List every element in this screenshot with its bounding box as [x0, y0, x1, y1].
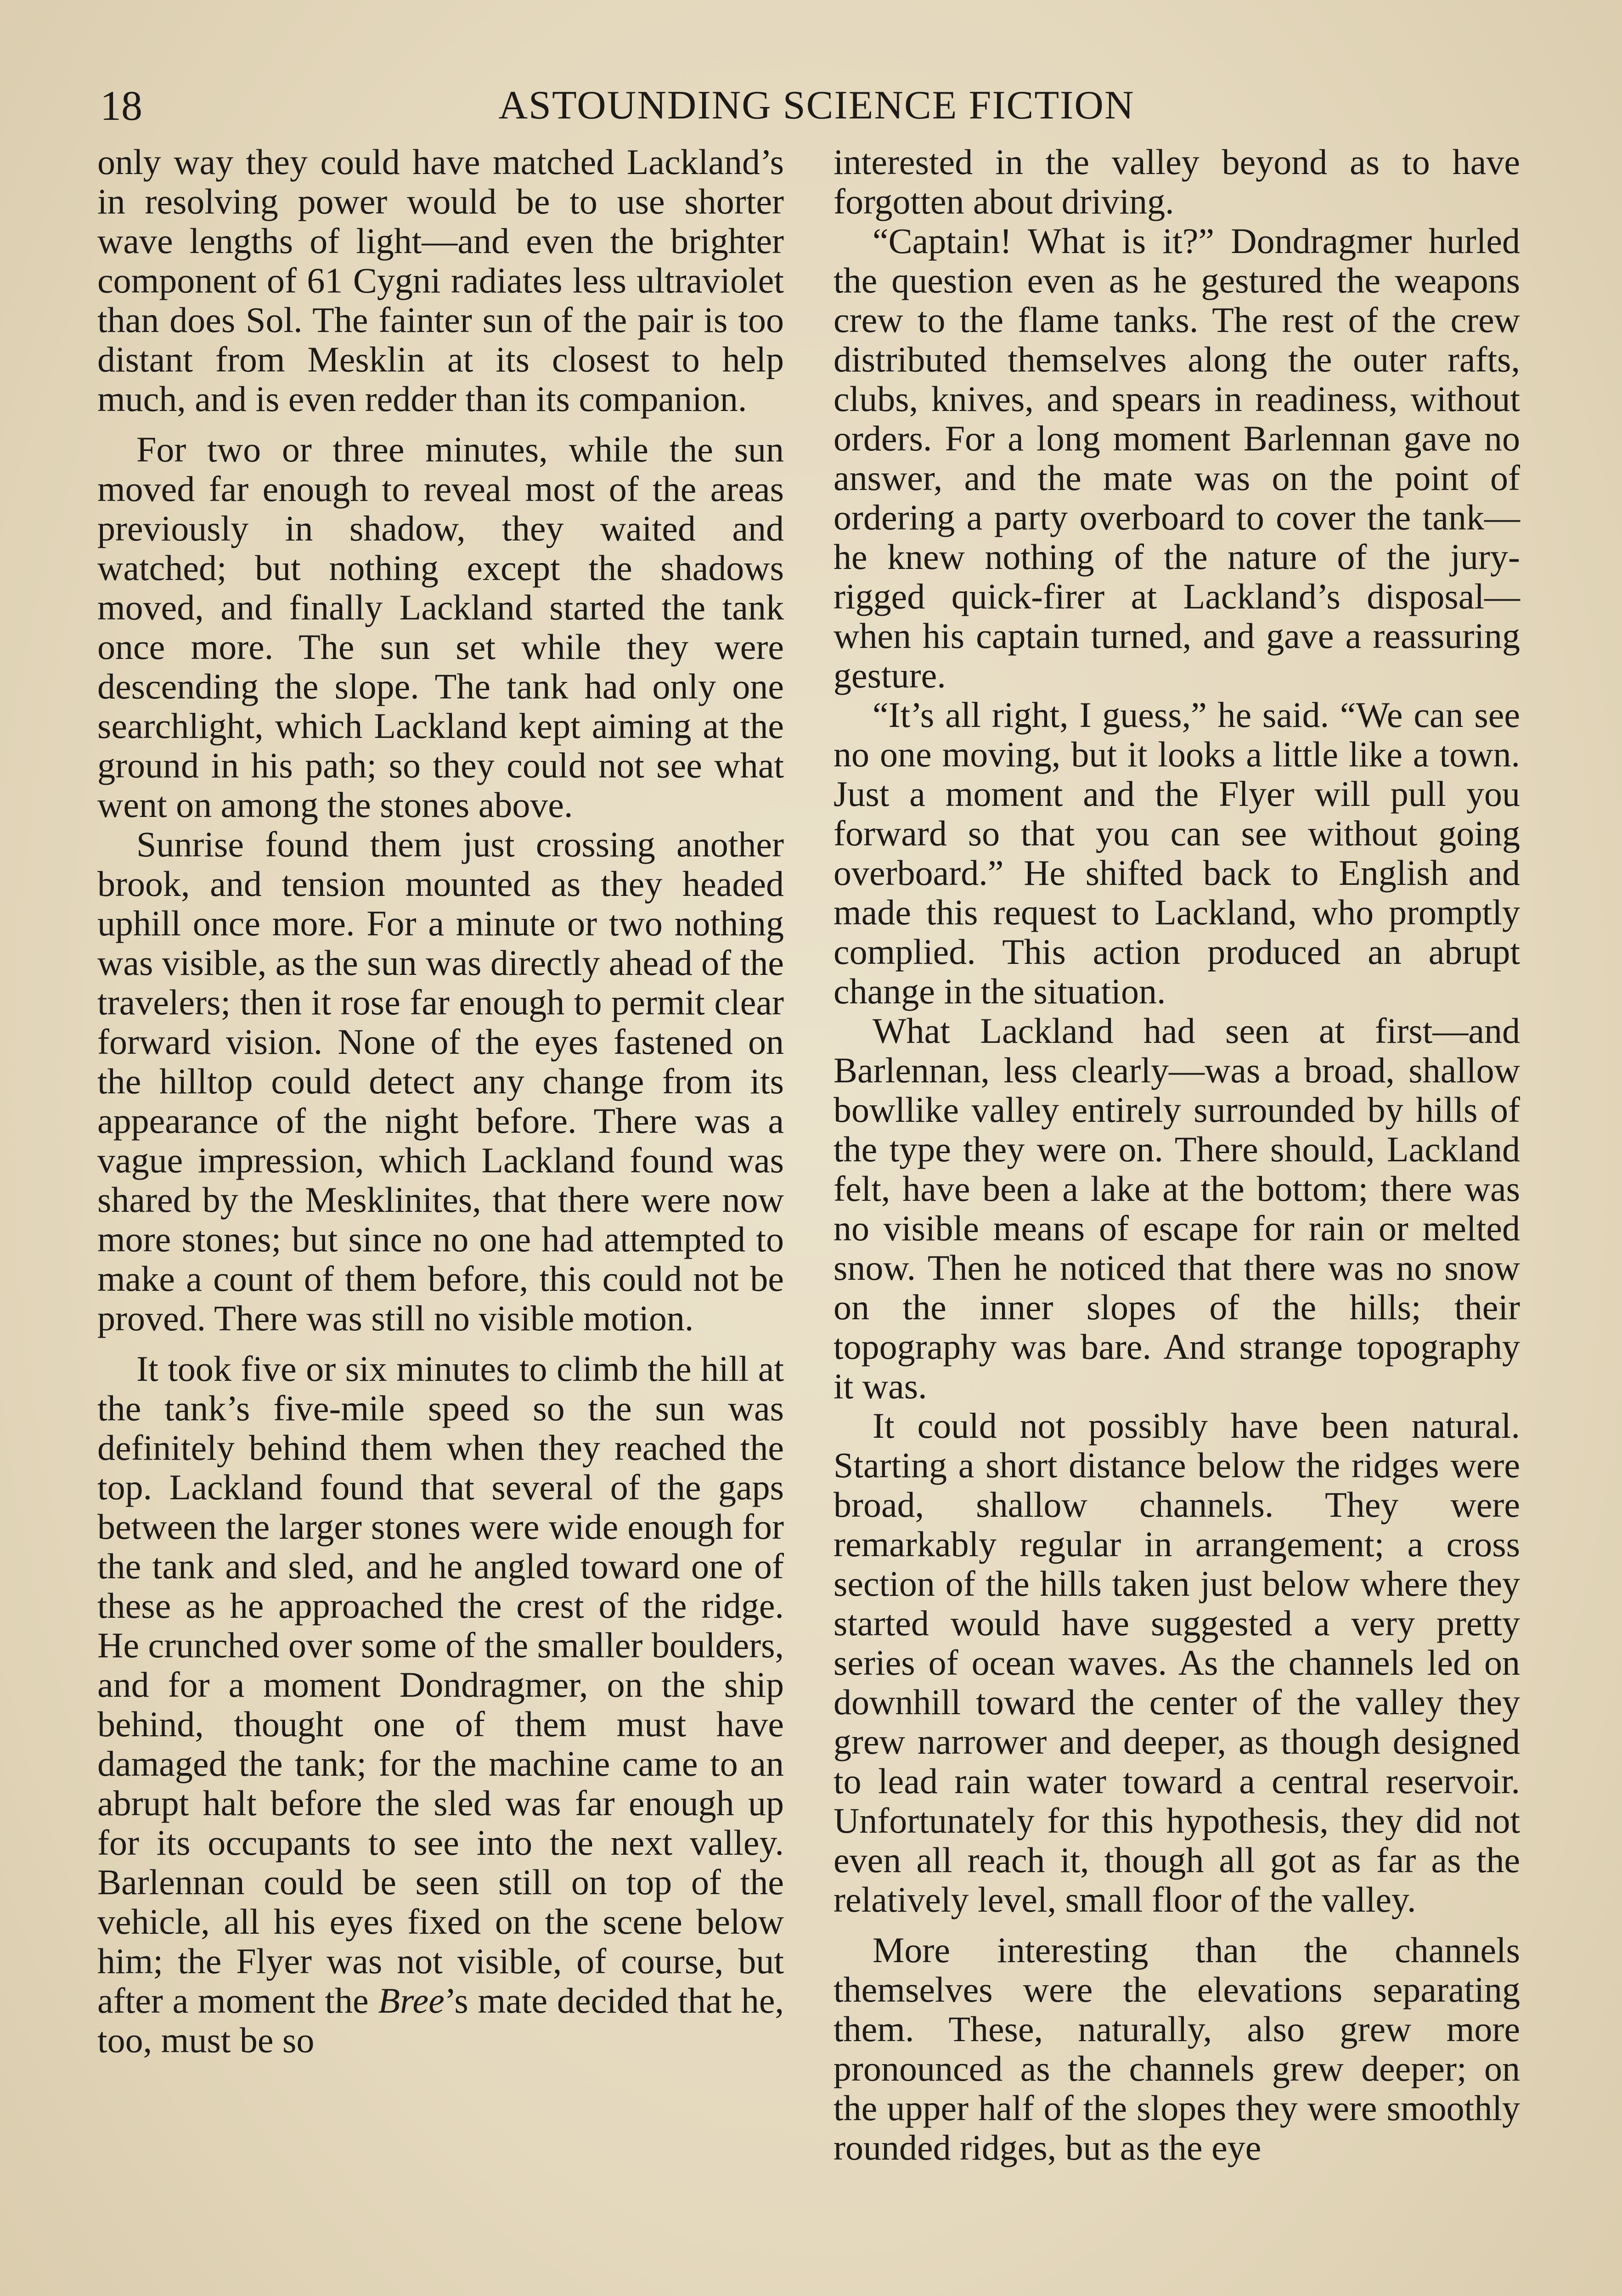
page-number: 18 [100, 82, 142, 129]
running-head: ASTOUNDING SCIENCE FICTION [498, 83, 1135, 128]
paragraph: “Captain! What is it?” Dondragmer hurled the question even as he gestured the weapons crew to the flame tanks. The rest of the crew distributed themselves along the outer rafts, clubs, knives, and spears in readiness, without orders. For a long moment Barlennan gave no answer, and the mate was on the point of ordering a party overboard to cover the tank—he knew nothing of the nature of the jury-rigged quick-firer at Lackland’s disposal—when his captain turned, and gave a reassuring gesture. [834, 221, 1520, 695]
paragraph: interested in the valley beyond as to have forgotten about driving. [834, 142, 1520, 221]
paragraph: Sunrise found them just crossing another brook, and tension mounted as they headed uphill once more. For a minute or two nothing was visible, as the sun was directly ahead of the travelers; then it rose far enough to permit clear forward vision. None of the eyes fastened on the hilltop could detect any change from its appearance of the night before. There was a vague impression, which Lackland found was shared by the Mesklinites, that there were now more stones; but since no one had attempted to make a count of them before, this could not be proved. There was still no visible motion. [97, 824, 784, 1338]
paragraph [97, 1349, 784, 2060]
paragraph-text: It took five or six minutes to climb the hill at the tank’s five-mile speed so the sun was definitely behind them when they reached the top. Lackland found that several of the gaps between the larger stones were wide enough for the tank and sled, and he angled toward one of these as he approached the crest of the ridge. He crunched over some of the smaller boulders, and for a moment Dondragmer, on the ship behind, thought one of them must have damaged the tank; for the machine came to an abrupt halt before the sled was far enough up for its occupants to see into the next valley. Barlennan could be seen still on top of the vehicle, all his eyes fixed on the scene below him; the Flyer was not visible, of course, but after a moment the [97, 1349, 784, 2020]
paragraph: More interesting than the channels themselves were the elevations separating them. These, naturally, also grew more pronounced as the channels grew deeper; on the upper half of the slopes they were smoothly rounded ridges, but as the eye [834, 1930, 1520, 2167]
paragraph-text: ’s mate decided that he, too, must be so [97, 1981, 784, 2060]
paragraph: only way they could have matched Lackland’s in resolving power would be to use shorter wave lengths of light—and even the brighter component of 61 Cygni radiates less ultraviolet than does Sol. The fainter sun of the pair is too distant from Mesklin at its closest to help much, and is even redder than its companion. [97, 142, 784, 419]
paragraph: For two or three minutes, while the sun moved far enough to reveal most of the areas previously in shadow, they waited and watched; but nothing except the shadows moved, and finally Lackland started the tank once more. The sun set while they were descending the slope. The tank had only one searchlight, which Lackland kept aiming at the ground in his path; so they could not see what went on among the stones above. [97, 429, 784, 825]
ship-name: Bree [378, 1981, 445, 2020]
paragraph: What Lackland had seen at first—and Barlennan, less clearly—was a broad, shallow bowllike valley entirely surrounded by hills of the type they were on. There should, Lackland felt, have been a lake at the bottom; there was no visible means of escape for rain or melted snow. Then he noticed that there was no snow on the inner slopes of the hills; their topography was bare. And strange topography it was. [834, 1011, 1520, 1406]
left-column [97, 142, 784, 2060]
right-column [834, 142, 1520, 2167]
page-header [100, 73, 1533, 138]
paragraph: “It’s all right, I guess,” he said. “We can see no one moving, but it looks a little like a town. Just a moment and the Flyer will pull you forward so that you can see without going overboard.” He shifted back to English and made this request to Lackland, who promptly complied. This action produced an abrupt change in the situation. [834, 695, 1520, 1011]
paragraph: It could not possibly have been natural. Starting a short distance below the ridges were broad, shallow channels. They were remarkably regular in arrangement; a cross section of the hills taken just below where they started would have suggested a very pretty series of ocean waves. As the channels led on downhill toward the center of the valley they grew narrower and deeper, as though designed to lead rain water toward a central reservoir. Unfortunately for this hypothesis, they did not even all reach it, though all got as far as the relatively level, small floor of the valley. [834, 1406, 1520, 1919]
